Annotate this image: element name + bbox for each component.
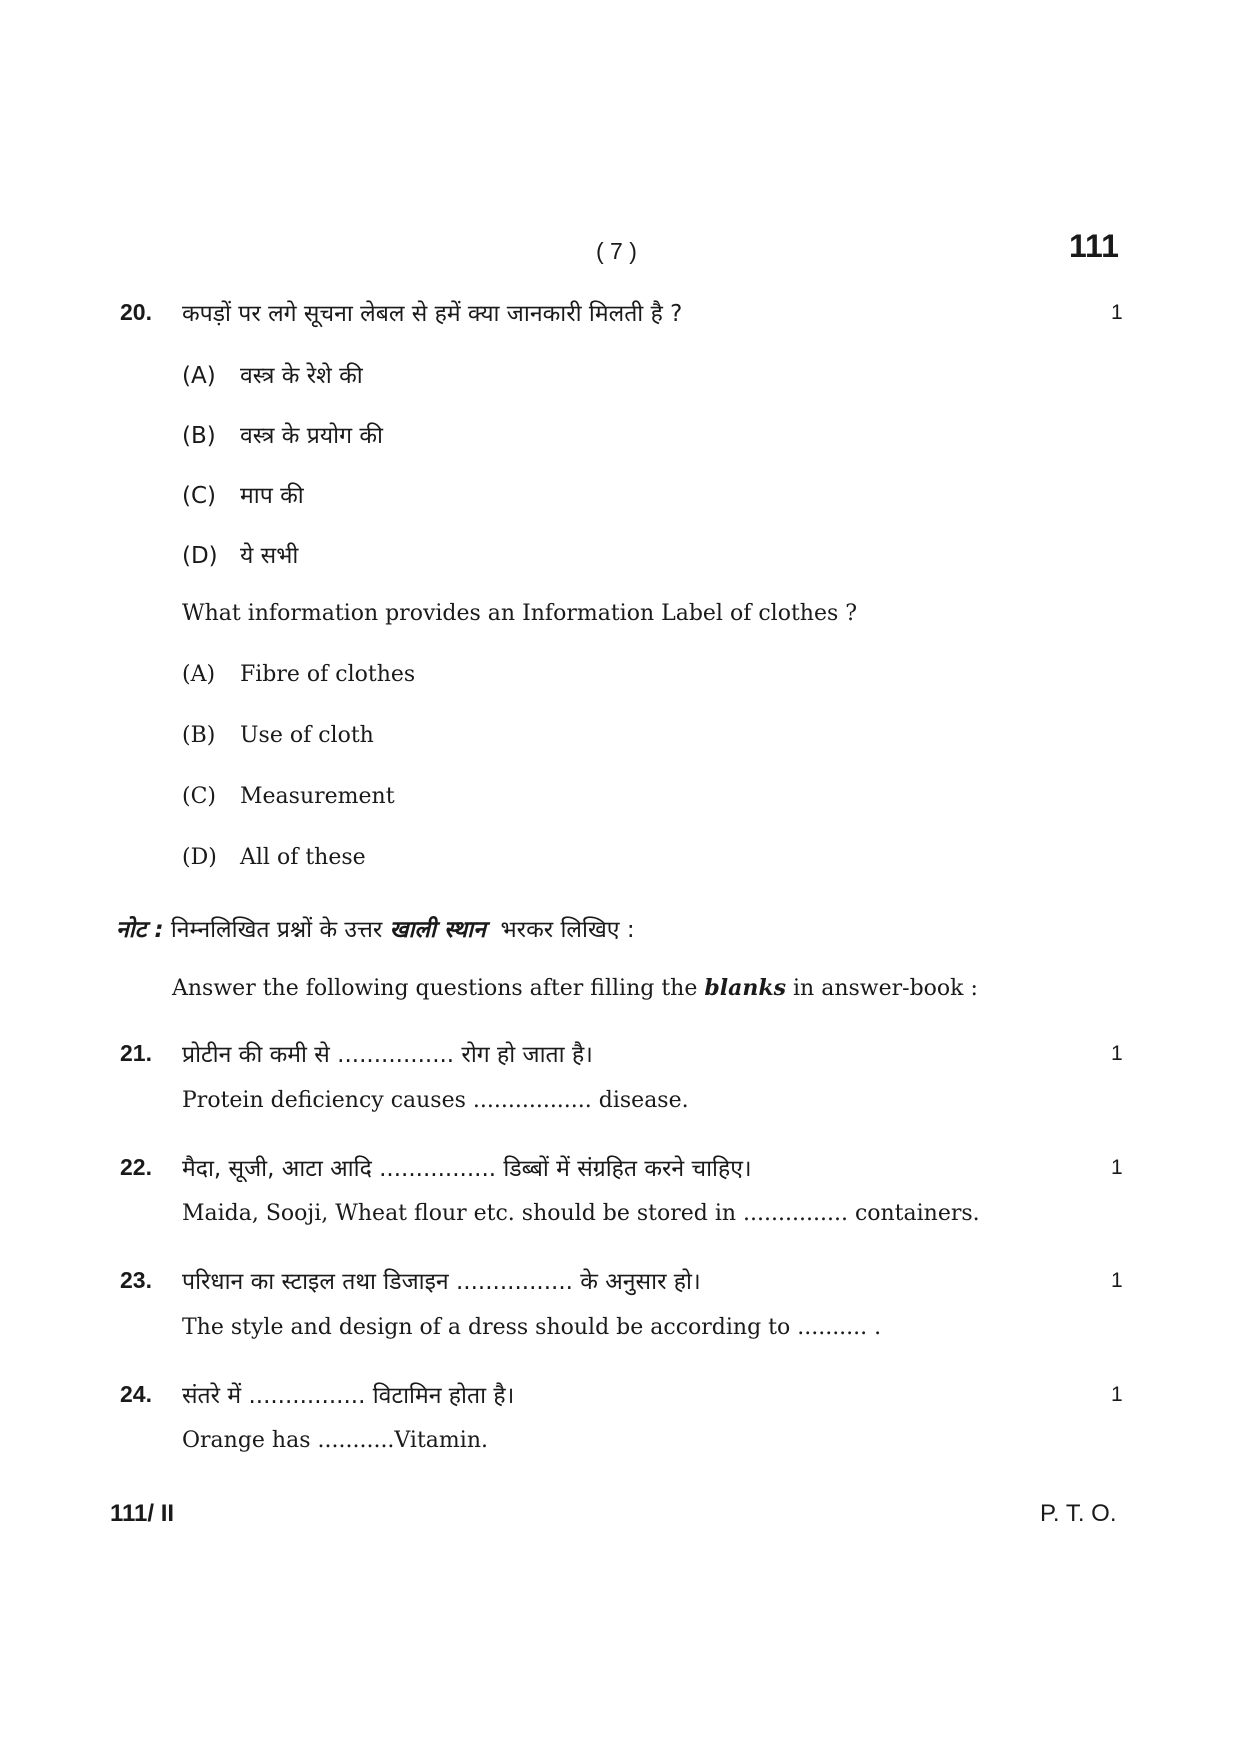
option-text: वस्त्र के प्रयोग की (240, 423, 383, 449)
note-hindi-before: निम्नलिखित प्रश्नों के उत्तर (170, 917, 383, 943)
question-text-english: Orange has ...........Vitamin. (182, 1428, 488, 1453)
option-letter: (D) (182, 543, 218, 569)
option-letter: (A) (182, 363, 216, 389)
question-number: 20. (120, 299, 152, 325)
question-marks: 1 (1111, 301, 1123, 324)
question-number: 23. (120, 1267, 152, 1293)
note-hindi-after: भरकर लिखिए : (500, 917, 635, 943)
option-letter: (B) (182, 723, 216, 748)
option-text: Fibre of clothes (240, 662, 416, 687)
option-letter: (B) (182, 423, 216, 449)
option-text: Measurement (240, 784, 395, 809)
option-hindi-c (182, 478, 304, 510)
option-english-d (182, 845, 366, 870)
note-english-before: Answer the following questions after filling the (172, 976, 698, 1001)
question-text-english: What information provides an Information Label of clothes ? (182, 601, 858, 626)
question-text-english: Maida, Sooji, Wheat flour etc. should be stored in ............... containers. (182, 1201, 980, 1226)
question-text-english: The style and design of a dress should be according to .......... . (182, 1315, 882, 1340)
option-letter: (D) (182, 845, 217, 870)
option-text: Use of cloth (240, 723, 374, 748)
note-english-after: in answer-book : (793, 976, 978, 1001)
note-english-emphasis: blanks (704, 975, 786, 1001)
page-number: ( 7 ) (596, 238, 637, 264)
question-text-hindi: प्रोटीन की कमी से ................ रोग हो जाता है। (182, 1042, 593, 1068)
option-english-c (182, 784, 395, 809)
option-letter: (C) (182, 784, 216, 809)
question-text-hindi: मैदा, सूजी, आटा आदि ................ डिब्बों में संग्रहित करने चाहिए। (182, 1156, 752, 1182)
question-marks: 1 (1111, 1156, 1123, 1179)
option-text: All of these (240, 845, 366, 870)
question-text-english: Protein deficiency causes ................. disease. (182, 1088, 689, 1113)
question-marks: 1 (1111, 1383, 1123, 1406)
note-label: नोट : (116, 917, 164, 943)
option-hindi-b (182, 418, 383, 450)
option-english-b (182, 723, 374, 748)
option-text: वस्त्र के रेशे की (240, 363, 363, 389)
option-hindi-a (182, 358, 363, 390)
question-number: 22. (120, 1154, 152, 1180)
option-english-a (182, 662, 415, 687)
option-hindi-d (182, 538, 298, 570)
question-text-hindi: परिधान का स्टाइल तथा डिजाइन ................ के अनुसार हो। (182, 1269, 701, 1295)
footer-paper-code: 111/ II (110, 1500, 175, 1527)
question-text-hindi: कपड़ों पर लगे सूचना लेबल से हमें क्या जानकारी मिलती है ? (182, 301, 683, 327)
footer-pto: P. T. O. (1040, 1500, 1117, 1527)
option-text: ये सभी (240, 543, 299, 569)
question-marks: 1 (1111, 1269, 1123, 1292)
note-english (172, 975, 978, 1001)
question-text-hindi: संतरे में ................ विटामिन होता है। (182, 1383, 515, 1409)
option-text: माप की (240, 483, 304, 509)
note-hindi (116, 912, 635, 944)
option-letter: (C) (182, 483, 217, 509)
question-marks: 1 (1111, 1042, 1123, 1065)
paper-code: 111 (1069, 228, 1119, 264)
question-number: 24. (120, 1381, 152, 1407)
question-number: 21. (120, 1040, 152, 1066)
note-hindi-emphasis: खाली स्थान (389, 917, 486, 943)
option-letter: (A) (182, 662, 216, 687)
